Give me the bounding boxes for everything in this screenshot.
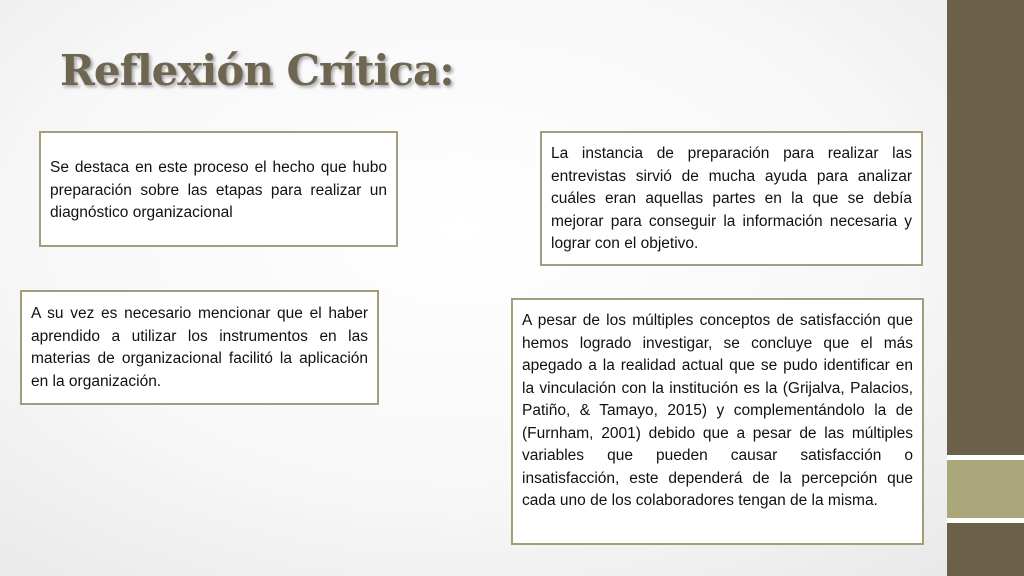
side-band-accent: [947, 460, 1024, 518]
text-box-preparation: [39, 131, 398, 247]
text-box-satisfaction: [511, 298, 924, 545]
text-box-body: A pesar de los múltiples conceptos de satisfacción que hemos logrado investigar, se concluye que el más apegado a la realidad actual que se pudo identificar en la vinculación con la institución es la (Grijalva, Palacios, Patiño, & Tamayo, 2015) y complementándolo la de (Furnham, 2001) debido que a pesar de las múltiples variables que pueden causar satisfacción o insatisfacción, este dependerá de la percepción que cada uno de los colaboradores tengan de la misma.: [522, 312, 913, 509]
text-box-body: A su vez es necesario mencionar que el haber aprendido a utilizar los instrumentos en las materias de organizacional facilitó la aplicación en la organización.: [31, 305, 368, 390]
text-box-interviews: [540, 131, 923, 266]
text-box-instruments: [20, 290, 379, 405]
text-box-body: Se destaca en este proceso el hecho que hubo preparación sobre las etapas para realizar un diagnóstico organizacional: [50, 159, 387, 221]
text-box-body: La instancia de preparación para realizar las entrevistas sirvió de mucha ayuda para analizar cuáles eran aquellas partes en la que se debía mejorar para conseguir la información necesaria y lograr con el objetivo.: [551, 145, 912, 252]
slide-title: Reflexión Crítica:: [60, 46, 454, 95]
side-band-divider-bottom: [947, 518, 1024, 523]
